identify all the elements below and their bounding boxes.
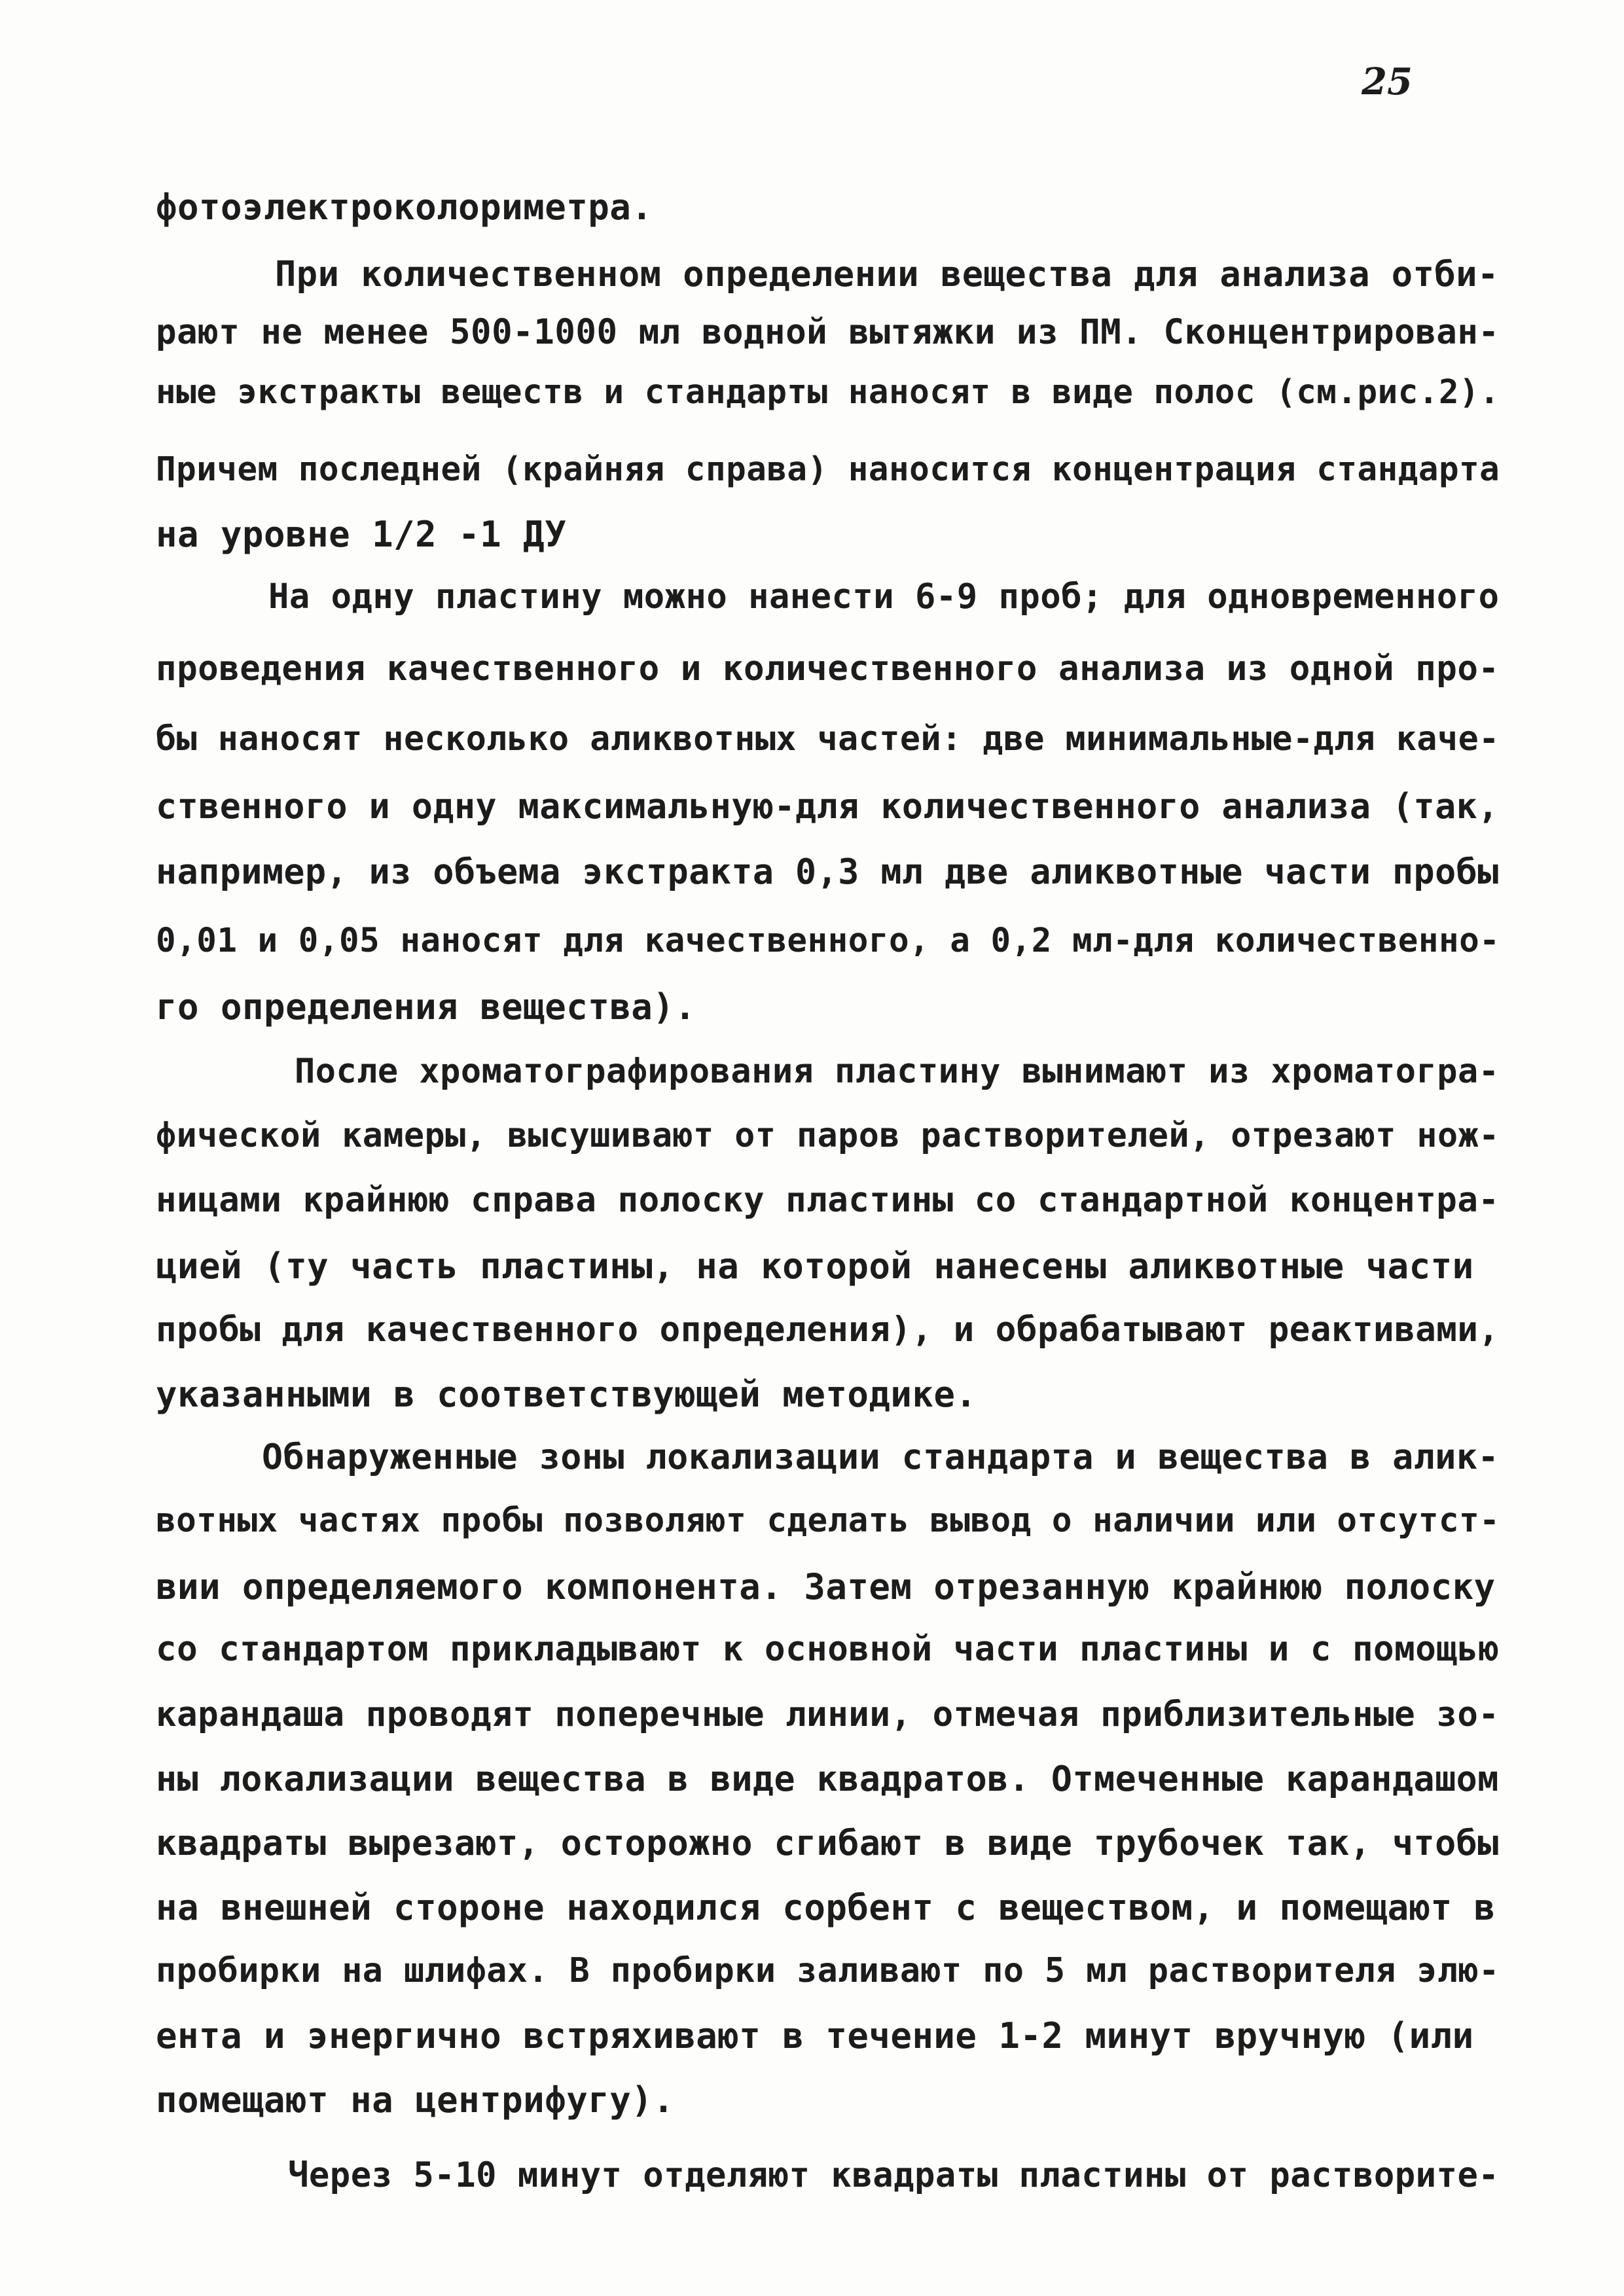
text-line: Через 5-10 минут отделяют квадраты пластины от растворите-: [288, 2156, 1500, 2195]
page-number: 25: [1362, 60, 1413, 103]
text-line: На одну пластину можно нанести 6-9 проб; для одновременного: [268, 577, 1500, 617]
text-line: цией (ту часть пластины, на которой нанесены аликвотные части: [156, 1246, 1474, 1287]
text-line: фотоэлектроколориметра.: [156, 187, 653, 228]
text-line: го определения вещества).: [156, 986, 696, 1028]
text-line: помещают на центрифугу).: [156, 2079, 675, 2121]
text-line: пробирки на шлифах. В пробирки заливают по 5 мл растворителя элю-: [156, 1951, 1500, 1990]
text-line: вии определяемого компонента. Затем отрезанную крайнюю полоску: [156, 1566, 1496, 1607]
text-line: бы наносят несколько аликвотных частей: две минимальные-для каче-: [156, 719, 1500, 759]
text-line: ента и энергично встряхивают в течение 1-2 минут вручную (или: [156, 2015, 1474, 2056]
text-line: карандаша проводят поперечные линии, отмечая приблизительные зо-: [156, 1695, 1500, 1734]
text-line: например, из объема экстракта 0,3 мл две аликвотные части пробы: [156, 852, 1499, 892]
text-line: ницами крайнюю справа полоску пластины со стандартной концентра-: [156, 1180, 1500, 1220]
text-line: ственного и одну максимальную-для количественного анализа (так,: [156, 786, 1499, 827]
text-line: на внешней стороне находился сорбент с веществом, и помещают в: [156, 1887, 1496, 1928]
text-line: квадраты вырезают, осторожно сгибают в виде трубочек так, чтобы: [156, 1823, 1499, 1863]
text-line: пробы для качественного определения), и обрабатывают реактивами,: [156, 1310, 1500, 1350]
text-line: Обнаруженные зоны локализации стандарта и вещества в алик-: [262, 1437, 1500, 1477]
text-line: фической камеры, высушивают от паров растворителей, отрезают нож-: [156, 1116, 1500, 1155]
text-line: со стандартом прикладывают к основной части пластины и с помощью: [156, 1629, 1500, 1669]
text-line: указанными в соответствующей методике.: [156, 1374, 977, 1415]
text-line: на уровне 1/2 -1 ДУ: [156, 514, 567, 555]
text-line: Причем последней (крайняя справа) наносится концентрация стандарта: [156, 450, 1500, 488]
text-line: ны локализации вещества в виде квадратов. Отмеченные карандашом: [156, 1759, 1499, 1799]
text-line: ные экстракты веществ и стандарты наносят в виде полос (см.рис.2).: [156, 372, 1500, 411]
text-line: 0,01 и 0,05 наносят для качественного, а 0,2 мл-для количественно-: [156, 921, 1500, 960]
text-line: рают не менее 500-1000 мл водной вытяжки из ПМ. Сконцентрирован-: [156, 312, 1500, 352]
text-line: вотных частях пробы позволяют сделать вывод о наличии или отсутст-: [156, 1501, 1500, 1539]
text-line: проведения качественного и количественного анализа из одной про-: [156, 649, 1500, 689]
text-line: После хроматографирования пластину вынимают из хроматогра-: [295, 1052, 1500, 1091]
text-line: При количественном определении вещества для анализа отби-: [275, 253, 1499, 295]
